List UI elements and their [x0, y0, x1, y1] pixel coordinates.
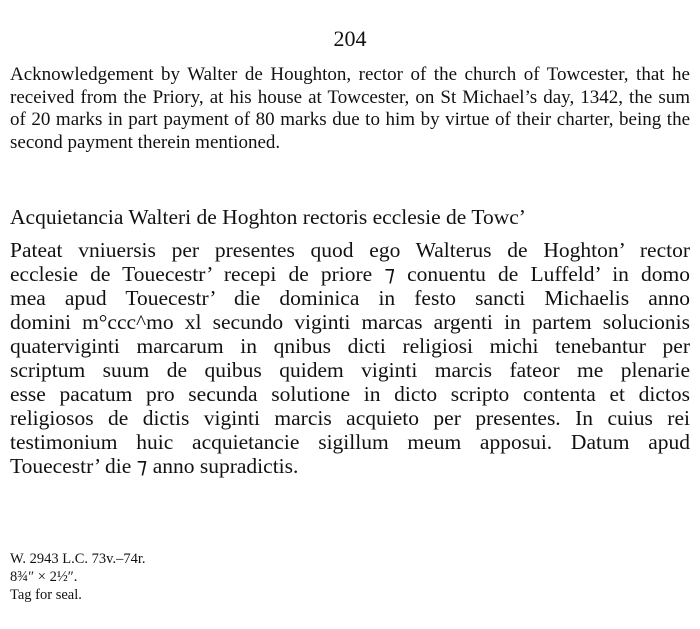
latin-title: Acquietancia Walteri de Hoghton rectoris ecclesie de Towc’ [10, 205, 526, 229]
latin-charter-text [10, 238, 690, 478]
latin-text-line: Pateat vniuersis per presentes quod ego Walterus de Hoghton’ rector [10, 238, 690, 262]
latin-text-line: mea apud Touecestr’ die dominica in festo sancti Michaelis anno [10, 286, 690, 310]
latin-text-line: Touecestr’ die ⁊ anno supradictis. [10, 454, 299, 478]
latin-text-line: quaterviginti marcarum in qnibus dicti religiosi michi tenebantur per [10, 334, 690, 358]
document-dimensions: 8¾″ × 2½″. [10, 569, 78, 585]
latin-text-line: testimonium huic acquietancie sigillum meum apposui. Datum apud [10, 430, 690, 454]
seal-note: Tag for seal. [10, 587, 82, 603]
archive-reference: W. 2943 L.C. 73v.–74r. [10, 551, 146, 567]
latin-text-line: ecclesie de Touecestr’ recepi de priore ⁊ conuentu de Luffeld’ in domo [10, 262, 690, 286]
latin-text-line: esse pacatum pro secunda solutione in dicto scripto contenta et dictos [10, 382, 690, 406]
archival-notes [10, 550, 410, 604]
latin-text-line: scriptum suum de quibus quidem viginti marcis fateor me plenarie [10, 358, 690, 382]
latin-text-line: religiosos de dictis viginti marcis acquieto per presentes. In cuius rei [10, 406, 690, 430]
english-summary: Acknowledgement by Walter de Houghton, rector of the church of Towcester, that he received from the Priory, at his house at Towcester, on St Michael’s day, 1342, the sum of 20 marks in part payment of 80 marks due to him by virtue of their charter, being the second payment therein mentioned. [10, 64, 690, 153]
latin-text-line: domini m°ccc^mo xl secundo viginti marcas argenti in partem solucionis [10, 310, 690, 334]
page-number: 204 [333, 26, 367, 51]
